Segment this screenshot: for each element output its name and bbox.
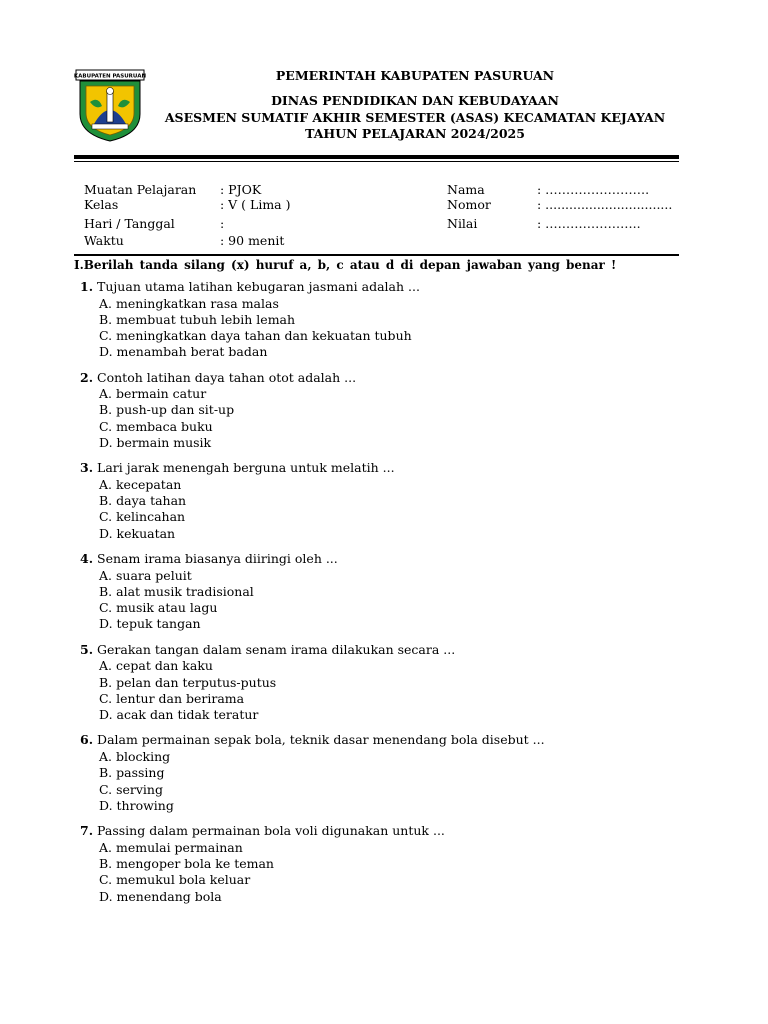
info-value-date: : bbox=[220, 216, 225, 231]
answer-option[interactable]: D. tepuk tangan bbox=[99, 616, 201, 632]
info-label-name: Nama bbox=[447, 182, 485, 197]
header-line-exam-title: ASESMEN SUMATIF AKHIR SEMESTER (ASAS) KECAMATAN KEJAYAN bbox=[164, 110, 666, 125]
question-item bbox=[80, 279, 700, 361]
info-value-name[interactable]: : ……………………. bbox=[537, 182, 650, 197]
header-line-government: PEMERINTAH KABUPATEN PASURUAN bbox=[275, 68, 555, 83]
info-label-class: Kelas bbox=[84, 197, 119, 212]
question-text: Tujuan utama latihan kebugaran jasmani adalah ... bbox=[97, 279, 420, 294]
answer-option[interactable]: A. suara peluit bbox=[99, 567, 192, 583]
question-number: 7. bbox=[80, 823, 94, 839]
answer-option[interactable]: A. bermain catur bbox=[99, 386, 207, 402]
question-item bbox=[80, 642, 700, 724]
question-number: 2. bbox=[80, 369, 94, 385]
answer-option[interactable]: D. menendang bola bbox=[99, 888, 222, 904]
answer-option[interactable]: D. acak dan tidak teratur bbox=[99, 707, 259, 723]
question-text: Dalam permainan sepak bola, teknik dasar menendang bola disebut ... bbox=[97, 732, 545, 748]
answer-option[interactable]: C. musik atau lagu bbox=[99, 600, 218, 616]
question-list bbox=[80, 279, 700, 914]
info-divider bbox=[74, 254, 679, 256]
answer-option[interactable]: B. pelan dan terputus-putus bbox=[99, 674, 277, 690]
question-text: Senam irama biasanya diiringi oleh ... bbox=[97, 551, 338, 567]
answer-option[interactable]: A. kecepatan bbox=[99, 476, 182, 492]
info-label-number: Nomor bbox=[447, 197, 491, 212]
header-line-year: TAHUN PELAJARAN 2024/2025 bbox=[305, 126, 525, 141]
question-item bbox=[80, 551, 700, 633]
info-value-number[interactable]: : ................................ bbox=[537, 197, 673, 212]
question-text: Contoh latihan daya tahan otot adalah ... bbox=[97, 369, 357, 385]
info-label-subject: Muatan Pelajaran bbox=[84, 182, 197, 197]
answer-option[interactable]: D. bermain musik bbox=[99, 435, 212, 451]
answer-option[interactable]: C. membaca buku bbox=[99, 418, 213, 434]
answer-option[interactable]: A. memulai permainan bbox=[99, 839, 243, 855]
question-text: Lari jarak menengah berguna untuk melatih ... bbox=[97, 460, 395, 476]
answer-option[interactable]: A. cepat dan kaku bbox=[99, 658, 213, 674]
answer-option[interactable]: C. kelincahan bbox=[99, 509, 186, 525]
answer-option[interactable]: A. blocking bbox=[99, 748, 171, 764]
question-item bbox=[80, 370, 700, 452]
info-value-score[interactable]: : ………………….. bbox=[537, 216, 641, 231]
answer-option[interactable]: B. alat musik tradisional bbox=[99, 583, 254, 599]
answer-option[interactable]: C. serving bbox=[99, 781, 163, 797]
answer-option[interactable]: D. throwing bbox=[99, 797, 174, 813]
question-number: 3. bbox=[80, 460, 94, 476]
answer-option[interactable]: C. lentur dan berirama bbox=[99, 690, 245, 706]
question-text: Passing dalam permainan bola voli digunakan untuk ... bbox=[97, 823, 445, 839]
answer-option[interactable]: C. meningkatkan daya tahan dan kekuatan tubuh bbox=[99, 328, 412, 344]
answer-option[interactable]: B. membuat tubuh lebih lemah bbox=[99, 311, 296, 327]
info-value-class: : V ( Lima ) bbox=[220, 197, 291, 212]
answer-option[interactable]: B. mengoper bola ke teman bbox=[99, 855, 274, 871]
header-line-department: DINAS PENDIDIKAN DAN KEBUDAYAAN bbox=[271, 93, 559, 108]
info-value-time: : 90 menit bbox=[220, 233, 285, 248]
answer-option[interactable]: C. memukul bola keluar bbox=[99, 872, 251, 888]
answer-option[interactable]: D. menambah berat badan bbox=[99, 344, 268, 360]
info-label-time: Waktu bbox=[84, 233, 124, 248]
question-item bbox=[80, 460, 700, 542]
question-number: 1. bbox=[80, 279, 94, 294]
question-number: 5. bbox=[80, 641, 94, 657]
question-item bbox=[80, 732, 700, 814]
question-number: 6. bbox=[80, 732, 94, 748]
info-label-score: Nilai bbox=[447, 216, 478, 231]
answer-option[interactable]: B. push-up dan sit-up bbox=[99, 402, 235, 418]
question-number: 4. bbox=[80, 551, 94, 567]
question-text: Gerakan tangan dalam senam irama dilakukan secara ... bbox=[97, 641, 456, 657]
answer-option[interactable]: B. daya tahan bbox=[99, 493, 187, 509]
answer-option[interactable]: A. meningkatkan rasa malas bbox=[99, 295, 279, 311]
info-value-subject: : PJOK bbox=[220, 182, 262, 197]
svg-text:KABUPATEN PASURUAN: KABUPATEN PASURUAN bbox=[73, 73, 147, 80]
info-label-date: Hari / Tanggal bbox=[84, 216, 175, 231]
instruction-text: I.Berilah tanda silang (x) huruf a, b, c atau d di depan jawaban yang benar ! bbox=[74, 258, 617, 272]
answer-option[interactable]: B. passing bbox=[99, 765, 165, 781]
question-item bbox=[80, 823, 700, 905]
header-divider-thick bbox=[74, 155, 679, 159]
header-divider-thin bbox=[74, 161, 679, 162]
answer-option[interactable]: D. kekuatan bbox=[99, 525, 176, 541]
